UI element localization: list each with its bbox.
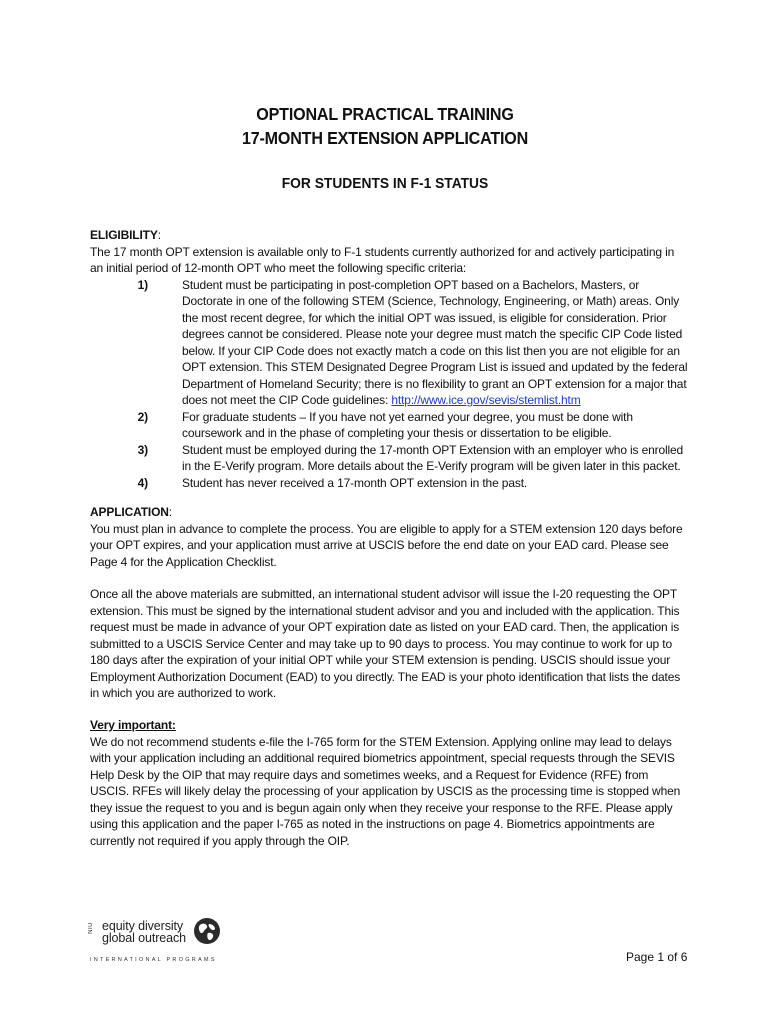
list-item-body: Student must be participating in post-completion OPT based on a Bachelors, Masters, or Doctorate in one of the following STEM (Science, Technology, Engineering, or Math) areas. Only the most recent degree, for which the initial OPT was issued, is eligible for consideration. Prior degrees cannot be considered. Please note your degree must match the specific CIP Code listed below. If your CIP Code does not exactly match a code on this list then you are not eligible for an OPT extension. This STEM Designated Degree Program List is issued and updated by the federal Department of Homeland Security; there is no flexibility to grant an OPT extension for a major that does not meet the CIP Code guidelines: — [182, 277, 688, 407]
list-item-number: 4) — [137, 475, 148, 490]
list-item-number: 3) — [137, 442, 148, 457]
eligibility-section — [90, 227, 690, 491]
page-title-line1: OPTIONAL PRACTICAL TRAINING — [256, 104, 514, 124]
list-item-number: 2) — [137, 409, 148, 424]
list-item — [90, 409, 690, 442]
logo-side-text: NIU — [88, 922, 94, 934]
page-subtitle: FOR STUDENTS IN F-1 STATUS — [281, 175, 489, 192]
globe-icon — [192, 916, 222, 946]
list-item-text — [182, 277, 690, 409]
niu-logo — [90, 916, 230, 968]
important-text: We do not recommend students e-file the I-765 form for the STEM Extension. Applying online may lead to delays with your application including an additional required biometrics appointment, special requests through the SEVIS Help Desk by the OIP that may require days and sometimes weeks, and a Request for Evidence (RFE) from USCIS. RFEs will likely delay the processing of your application by USCIS as the processing time is stopped when they issue the request to you and is begun again only when they receive your response to the RFE. Please apply using this application and the paper I-765 as noted in the instructions on page 4. Biometrics appointments are currently not required if you apply through the OIP. — [90, 734, 681, 848]
important-heading: Very important: — [90, 718, 176, 732]
eligibility-colon: : — [157, 228, 161, 242]
application-colon: : — [168, 505, 172, 519]
page-number: Page 1 of 6 — [626, 950, 688, 964]
logo-footer-text: INTERNATIONAL PROGRAMS — [90, 957, 217, 963]
list-item-number: 1) — [137, 277, 148, 292]
application-heading: APPLICATION — [90, 505, 169, 519]
application-paragraph-2: Once all the above materials are submitted, an international student advisor will issue the I-20 requesting the OPT extension. This must be signed by the international student advisor and you and included with the application. This request must be made in advance of your OPT expiration date as listed on your EAD card. Then, the application is submitted to a USCIS Service Center and may take up to 90 days to process. You may continue to work for up to 180 days after the expiration of your initial OPT while your STEM extension is pending. USCIS should issue your Employment Authorization Document (EAD) to you directly. The EAD is your photo identification that lists the dates in which you are authorized to work. — [90, 587, 681, 700]
logo-line-2: global outreach — [102, 931, 186, 945]
list-item — [90, 277, 690, 409]
important-section — [90, 717, 690, 849]
eligibility-heading-line — [90, 227, 690, 244]
application-paragraph-1: You must plan in advance to complete the process. You are eligible to apply for a STEM extension 120 days before your OPT expires, and your application must arrive at USCIS before the end date on your EAD card. Please see Page 4 for the Application Checklist. — [90, 521, 683, 569]
stem-list-link[interactable]: http://www.ice.gov/sevis/stemlist.htm — [391, 393, 581, 407]
eligibility-heading: ELIGIBILITY — [90, 228, 158, 242]
application-section — [90, 504, 690, 718]
logo-line-1: equity diversity — [102, 919, 184, 933]
list-item — [90, 475, 690, 492]
list-item-text: Student must be employed during the 17-month OPT Extension with an employer who is enrolled in the E-Verify program. More details about the E-Verify program will be given later in this packet. — [182, 442, 684, 473]
list-item-text: For graduate students – If you have not yet earned your degree, you must be done with coursework and in the phase of completing your thesis or dissertation to be eligible. — [182, 409, 633, 440]
list-item-text: Student has never received a 17-month OPT extension in the past. — [182, 475, 528, 490]
list-item — [90, 442, 690, 475]
page-title-line2: 17-MONTH EXTENSION APPLICATION — [241, 128, 529, 148]
eligibility-criteria-list — [90, 277, 690, 492]
application-heading-line — [90, 504, 690, 521]
eligibility-intro: The 17 month OPT extension is available only to F-1 students currently authorized for and actively participating in an initial period of 12-month OPT who meet the following specific criteria: — [90, 244, 675, 275]
